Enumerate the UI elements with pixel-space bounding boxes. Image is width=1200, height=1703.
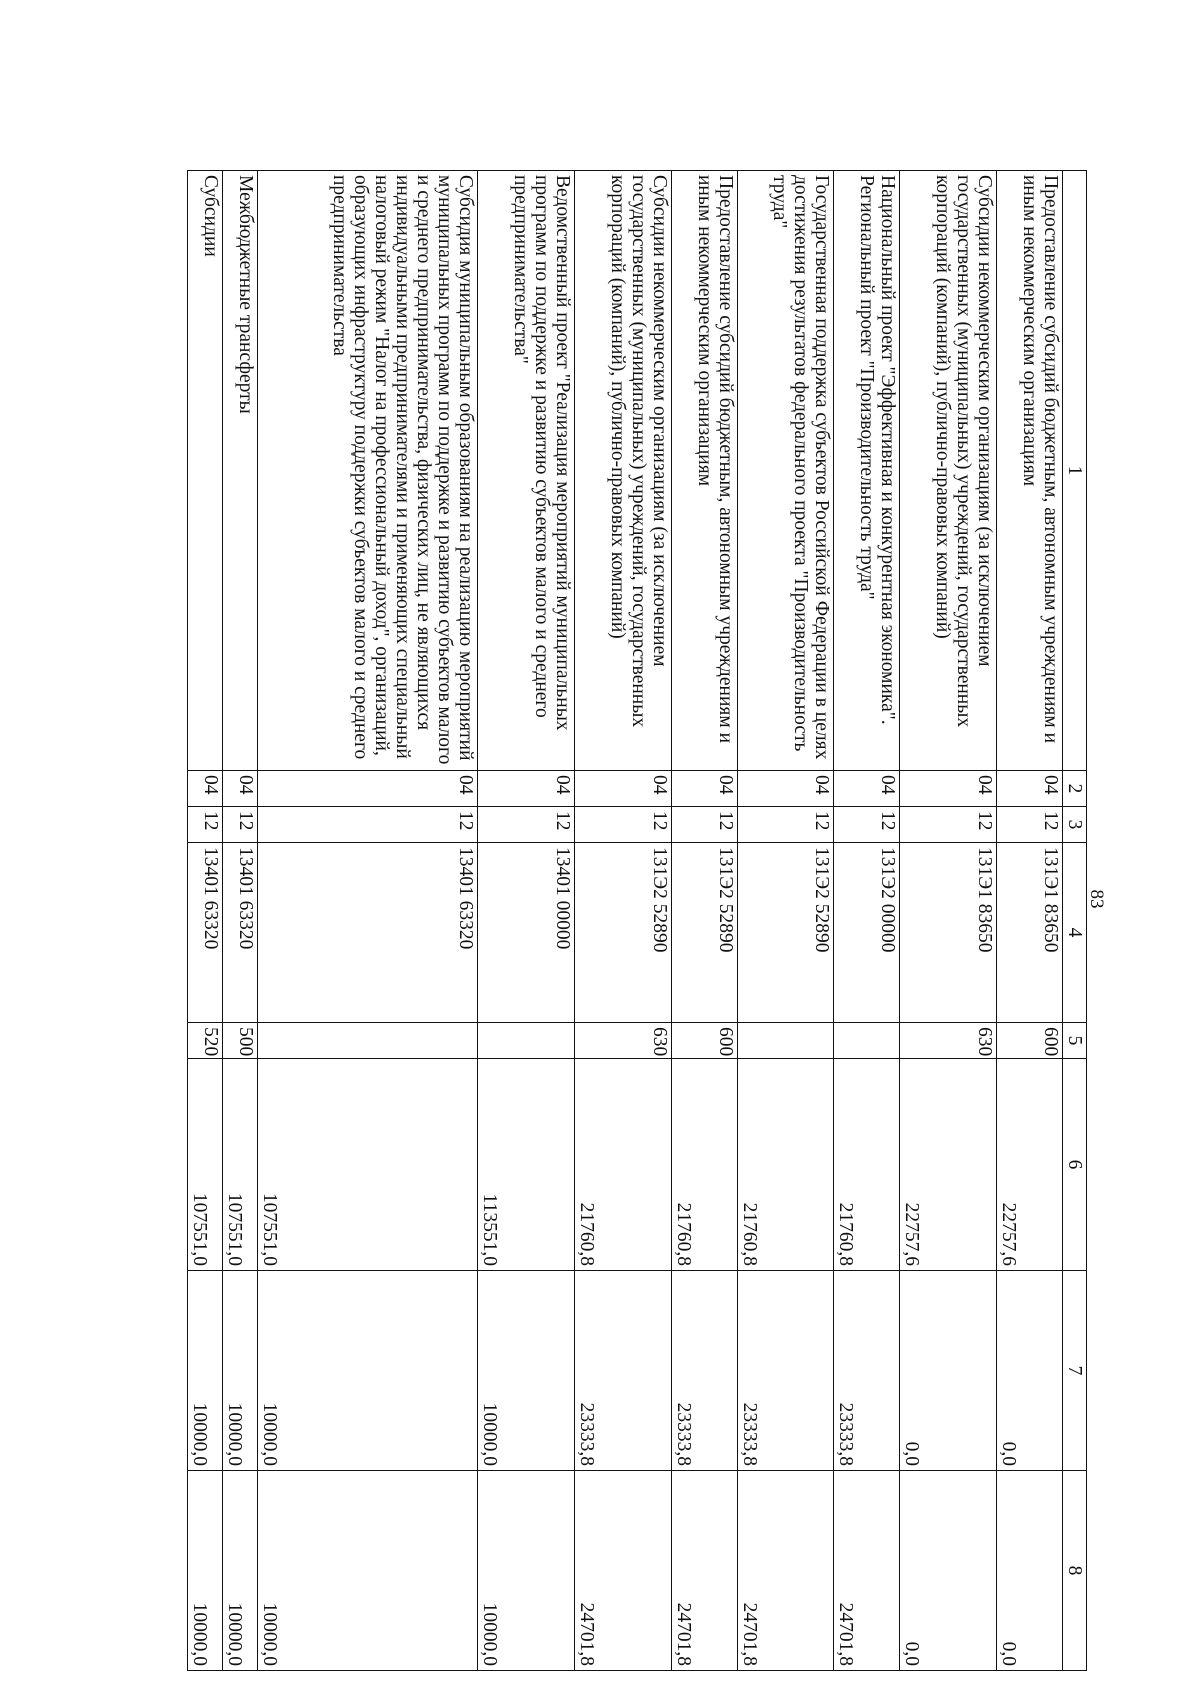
expense-type-code: [478, 1023, 575, 1059]
target-article-code: 13401 63320: [188, 843, 223, 1023]
amount-col6: 21760,8: [737, 1059, 834, 1271]
amount-col8: 24701,8: [574, 1471, 671, 1671]
column-header: 3: [1062, 807, 1086, 843]
amount-col7: 10000,0: [258, 1271, 478, 1471]
target-article-code: 131Э2 52890: [574, 843, 671, 1023]
amount-col7: 23333,8: [737, 1271, 834, 1471]
column-header: 4: [1062, 843, 1086, 1023]
amount-col7: 10000,0: [188, 1271, 223, 1471]
amount-col7: 23333,8: [574, 1271, 671, 1471]
expense-type-code: [737, 1023, 834, 1059]
table-row: [478, 171, 575, 1671]
subsection-code: 12: [737, 807, 834, 843]
amount-col6: 107551,0: [223, 1059, 258, 1271]
amount-col8: 0,0: [997, 1471, 1063, 1671]
table-row: [671, 171, 737, 1671]
section-code: 04: [574, 771, 671, 807]
page-number: 83: [1086, 889, 1107, 909]
amount-col6: 107551,0: [258, 1059, 478, 1271]
amount-col7: 10000,0: [223, 1271, 258, 1471]
section-code: 04: [223, 771, 258, 807]
target-article-code: 131Э1 83650: [997, 843, 1063, 1023]
section-code: 04: [671, 771, 737, 807]
expense-type-code: 600: [671, 1023, 737, 1059]
subsection-code: 12: [478, 807, 575, 843]
row-name: Субсидии некоммерческим организациям (за исключением государственных (муниципальных) учреждений, государственных корпораций (компаний), публично-правовых компаний): [900, 171, 997, 771]
target-article-code: 13401 63320: [258, 843, 478, 1023]
amount-col7: 0,0: [900, 1271, 997, 1471]
amount-col6: 21760,8: [671, 1059, 737, 1271]
target-article-code: 131Э2 52890: [671, 843, 737, 1023]
subsection-code: 12: [900, 807, 997, 843]
expense-type-code: 500: [223, 1023, 258, 1059]
row-name: Государственная поддержка субъектов Российской Федерации в целях достижения результатов федерального проекта "Производительность труда": [737, 171, 834, 771]
section-code: 04: [900, 771, 997, 807]
row-name: Субсидии: [188, 171, 223, 771]
table-row: [834, 171, 900, 1671]
row-name: Межбюджетные трансферты: [223, 171, 258, 771]
row-name: Предоставление субсидий бюджетным, автономным учреждениям и иным некоммерческим организациям: [671, 171, 737, 771]
amount-col6: 21760,8: [574, 1059, 671, 1271]
subsection-code: 12: [834, 807, 900, 843]
expense-type-code: 600: [997, 1023, 1063, 1059]
subsection-code: 12: [997, 807, 1063, 843]
subsection-code: 12: [258, 807, 478, 843]
amount-col7: 23333,8: [834, 1271, 900, 1471]
amount-col8: 10000,0: [188, 1471, 223, 1671]
expense-type-code: 630: [900, 1023, 997, 1059]
table-row: [997, 171, 1063, 1671]
table-row: [223, 171, 258, 1671]
amount-col8: 24701,8: [834, 1471, 900, 1671]
amount-col6: 113551,0: [478, 1059, 575, 1271]
budget-table: [187, 170, 1087, 1671]
amount-col8: 10000,0: [223, 1471, 258, 1671]
amount-col7: 23333,8: [671, 1271, 737, 1471]
row-name: Субсидии некоммерческим организациям (за исключением государственных (муниципальных) учреждений, государственных корпораций (компаний), публично-правовых компаний): [574, 171, 671, 771]
amount-col6: 107551,0: [188, 1059, 223, 1271]
subsection-code: 12: [188, 807, 223, 843]
table-row: [258, 171, 478, 1671]
column-header: 5: [1062, 1023, 1086, 1059]
section-code: 04: [737, 771, 834, 807]
target-article-code: 13401 63320: [223, 843, 258, 1023]
amount-col8: 24701,8: [671, 1471, 737, 1671]
amount-col7: 0,0: [997, 1271, 1063, 1471]
row-name: Предоставление субсидий бюджетным, автономным учреждениям и иным некоммерческим организациям: [997, 171, 1063, 771]
section-code: 04: [478, 771, 575, 807]
column-header: 7: [1062, 1271, 1086, 1471]
amount-col6: 22757,6: [997, 1059, 1063, 1271]
column-header-row: [1062, 171, 1086, 1671]
amount-col6: 22757,6: [900, 1059, 997, 1271]
amount-col8: 24701,8: [737, 1471, 834, 1671]
section-code: 04: [188, 771, 223, 807]
expense-type-code: 520: [188, 1023, 223, 1059]
column-header: 2: [1062, 771, 1086, 807]
table-row: [737, 171, 834, 1671]
subsection-code: 12: [574, 807, 671, 843]
subsection-code: 12: [223, 807, 258, 843]
section-code: 04: [258, 771, 478, 807]
amount-col7: 10000,0: [478, 1271, 575, 1471]
table-row: [900, 171, 997, 1671]
table-row: [188, 171, 223, 1671]
section-code: 04: [834, 771, 900, 807]
amount-col8: 10000,0: [478, 1471, 575, 1671]
column-header: 6: [1062, 1059, 1086, 1271]
column-header: 1: [1062, 171, 1086, 771]
target-article-code: 131Э2 52890: [737, 843, 834, 1023]
expense-type-code: [258, 1023, 478, 1059]
table-row: [574, 171, 671, 1671]
target-article-code: 13401 00000: [478, 843, 575, 1023]
amount-col8: 10000,0: [258, 1471, 478, 1671]
target-article-code: 131Э1 83650: [900, 843, 997, 1023]
column-header: 8: [1062, 1471, 1086, 1671]
expense-type-code: [834, 1023, 900, 1059]
subsection-code: 12: [671, 807, 737, 843]
row-name: Субсидия муниципальным образованиям на реализацию мероприятий муниципальных программ по поддержке и развитию субъектов малого и среднего предпринимательства, физических лиц, не являющихся индивидуальными предпринимателями и применяющих специальный налоговый режим "Налог на профессиональный доход", организаций, образующих инфраструктуру поддержки субъектов малого и среднего предпринимательства: [258, 171, 478, 771]
row-name: Национальный проект "Эффективная и конкурентная экономика". Региональный проект "Производительность труда": [834, 171, 900, 771]
amount-col6: 21760,8: [834, 1059, 900, 1271]
section-code: 04: [997, 771, 1063, 807]
amount-col8: 0,0: [900, 1471, 997, 1671]
expense-type-code: 630: [574, 1023, 671, 1059]
budget-table-rotated: [187, 170, 1087, 1670]
target-article-code: 131Э2 00000: [834, 843, 900, 1023]
row-name: Ведомственный проект "Реализация мероприятий муниципальных программ по поддержке и развитию субъектов малого и среднего предпринимательства": [478, 171, 575, 771]
